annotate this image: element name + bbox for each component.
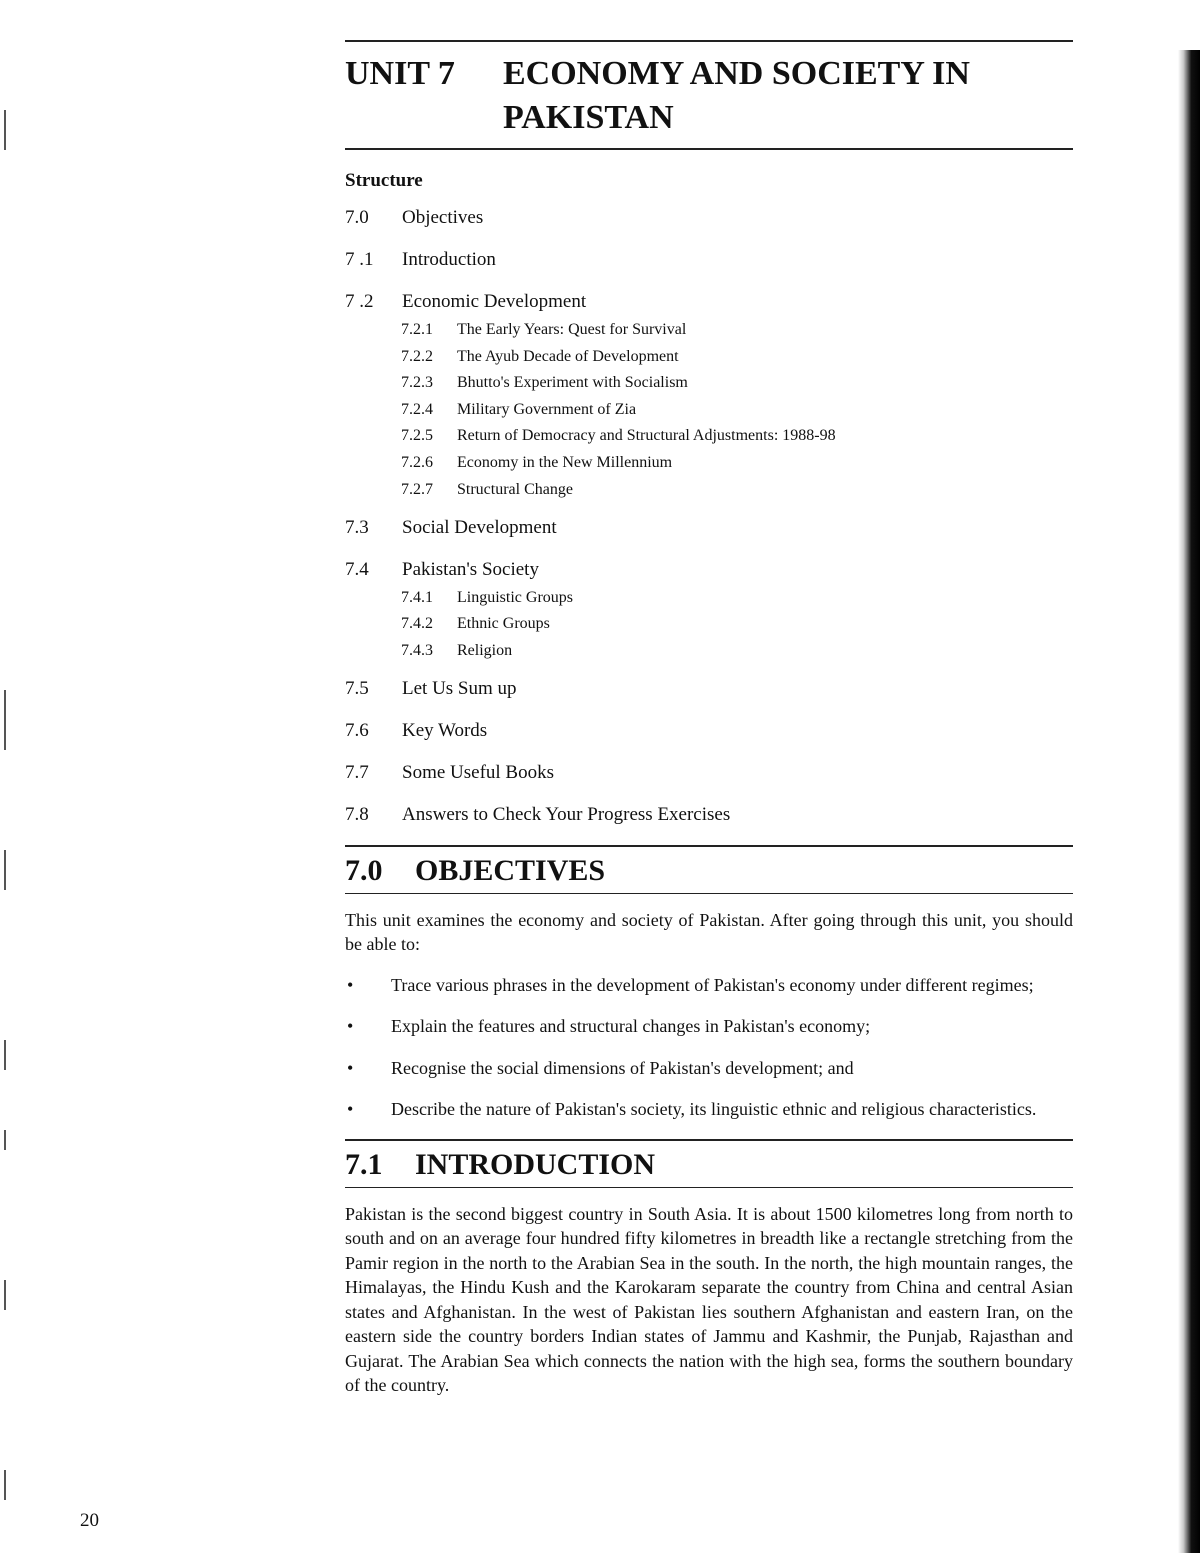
page-content [345, 40, 1073, 1414]
toc-subitem-number: 7.2.5 [401, 427, 433, 445]
bullet-icon: • [347, 1016, 354, 1037]
toc-subitem [401, 588, 1073, 608]
toc-item [345, 206, 1073, 230]
scan-right-edge [1178, 50, 1200, 1553]
toc-item [345, 558, 1073, 582]
toc-item [345, 516, 1073, 540]
toc-subitem-title: The Early Years: Quest for Survival [457, 321, 687, 338]
toc-subitem [401, 641, 1073, 661]
unit-heading [345, 42, 1073, 148]
toc-subitem [401, 320, 1073, 340]
toc-subitem-title: Structural Change [457, 480, 573, 498]
toc-item-title: Social Development [402, 516, 557, 538]
toc-item-number: 7.3 [345, 516, 369, 538]
toc-item-number: 7 .1 [345, 249, 374, 270]
toc-subitem-number: 7.4.2 [401, 615, 433, 633]
scan-left-edge [0, 0, 30, 1553]
toc-item [345, 761, 1073, 785]
toc-item-title: Some Useful Books [402, 761, 554, 783]
toc-subitem-number: 7.2.3 [401, 374, 433, 392]
toc-subitem-number: 7.4.3 [401, 641, 433, 659]
introduction-paragraph: Pakistan is the second biggest country in South Asia. It is about 1500 kilometres long from north to south and on an average four hundred fifty kilometres in breadth like a rectangle stretching from the Pamir region in the north to the Arabian Sea in the south. In the north, the high mountain ranges, the Himalayas, the Hindu Kush and the Karokaram separate the country from China and central Asian states and Afghanistan. In the west of Pakistan lies southern Afghanistan and eastern Iran, on the eastern side the country borders Indian states of Jammu and Kashmir, the Punjab, Rajasthan and Gujarat. The Arabian Sea which connects the nation with the high sea, forms the southern boundary of the country. [345, 1203, 1073, 1396]
bullet-icon: • [347, 1099, 354, 1120]
introduction-title: INTRODUCTION [415, 1147, 656, 1181]
toc-subitem [401, 400, 1073, 420]
toc-subitem [401, 347, 1073, 367]
toc-item-title: Pakistan's Society [402, 558, 539, 580]
objective-text: Trace various phrases in the development of Pakistan's economy under different regimes; [391, 974, 1034, 995]
objectives-list [345, 973, 1073, 1122]
toc-subitem-title: Bhutto's Experiment with Socialism [457, 374, 688, 392]
objectives-intro: This unit examines the economy and society of Pakistan. After going through this unit, you should be able to: [345, 909, 1073, 955]
toc-subitem [401, 453, 1073, 473]
unit-number: UNIT 7 [345, 55, 455, 92]
objective-text: Recognise the social dimensions of Pakistan's development; and [391, 1057, 854, 1078]
toc-subitem-title: Return of Democracy and Structural Adjustments: 1988-98 [457, 427, 836, 445]
toc-item-title: Economic Development [402, 291, 587, 312]
introduction-number: 7.1 [345, 1147, 383, 1181]
bullet-icon: • [347, 1057, 354, 1078]
toc-sublist [401, 588, 1073, 661]
toc-subitem-number: 7.2.4 [401, 400, 433, 418]
toc-item-number: 7.0 [345, 207, 369, 228]
bullet-icon: • [347, 974, 354, 995]
toc-subitem-number: 7.4.1 [401, 588, 433, 606]
toc-sublist [401, 320, 1073, 500]
toc-item-title: Introduction [402, 249, 496, 270]
toc-item-number: 7.4 [345, 558, 369, 580]
objectives-title: OBJECTIVES [415, 853, 606, 887]
toc-item-title: Let Us Sum up [402, 677, 517, 699]
toc-subitem-title: Military Government of Zia [457, 400, 637, 418]
objective-item [345, 1056, 1073, 1081]
objective-text: Describe the nature of Pakistan's society, its linguistic ethnic and religious characteristics. [391, 1099, 1037, 1120]
toc-item-title: Answers to Check Your Progress Exercises [402, 803, 731, 825]
toc-item-number: 7.7 [345, 761, 369, 783]
toc-subitem [401, 373, 1073, 393]
objective-text: Explain the features and structural changes in Pakistan's economy; [391, 1016, 871, 1037]
objective-item [345, 1097, 1073, 1122]
toc-subitem-title: Linguistic Groups [457, 588, 573, 606]
toc-item-number: 7.8 [345, 803, 369, 825]
toc-item-number: 7.6 [345, 719, 369, 741]
toc-subitem-title: Economy in the New Millennium [457, 453, 673, 471]
toc-subitem-title: Religion [457, 641, 513, 659]
structure-label: Structure [345, 170, 423, 191]
objectives-heading [345, 845, 1073, 894]
toc-item-title: Key Words [402, 719, 488, 741]
unit-title: ECONOMY AND SOCIETY IN PAKISTAN [503, 55, 970, 136]
toc-item-number: 7.5 [345, 677, 369, 699]
toc-item [345, 803, 1073, 827]
toc-item [345, 290, 1073, 314]
toc-subitem-number: 7.2.7 [401, 480, 433, 498]
toc-item-title: Objectives [402, 207, 484, 228]
toc-subitem-number: 7.2.2 [401, 347, 433, 365]
toc-subitem [401, 426, 1073, 446]
toc-item-number: 7 .2 [345, 291, 374, 312]
toc-item [345, 719, 1073, 743]
objective-item [345, 973, 1073, 998]
objectives-number: 7.0 [345, 853, 383, 887]
toc-item [345, 248, 1073, 272]
table-of-contents [345, 206, 1073, 827]
page-number: 20 [80, 1510, 99, 1531]
objective-item [345, 1014, 1073, 1039]
toc-subitem-title: The Ayub Decade of Development [457, 347, 679, 365]
toc-subitem-number: 7.2.1 [401, 321, 433, 338]
toc-subitem [401, 614, 1073, 634]
toc-subitem-number: 7.2.6 [401, 453, 433, 471]
toc-item [345, 677, 1073, 701]
toc-subitem [401, 480, 1073, 500]
unit-bottom-rule [345, 148, 1073, 150]
introduction-heading [345, 1139, 1073, 1188]
toc-subitem-title: Ethnic Groups [457, 615, 550, 633]
